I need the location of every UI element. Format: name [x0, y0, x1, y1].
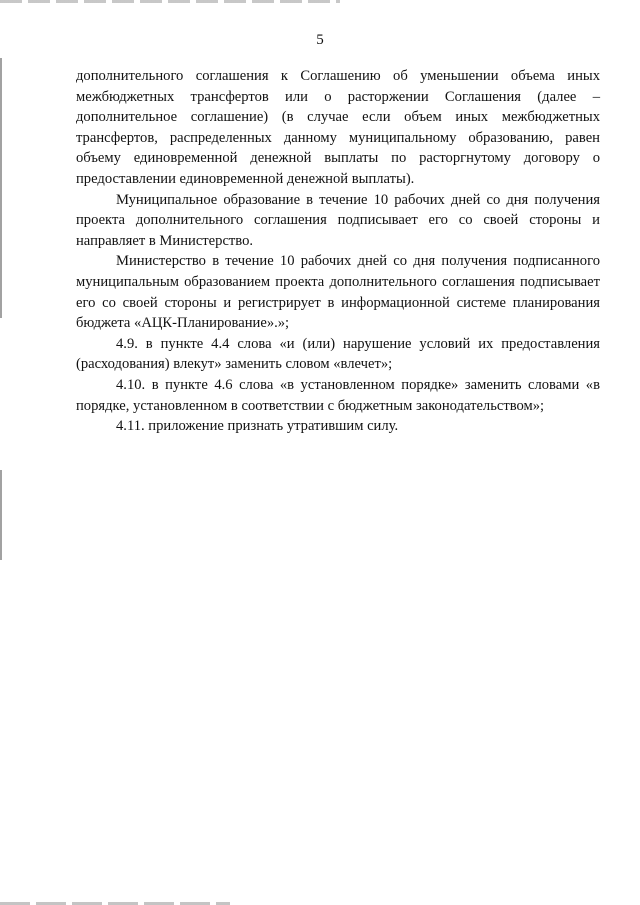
paragraph-item-4-10: 4.10. в пункте 4.6 слова «в установленном порядке» заменить словами «в порядке, установленном в соответствии с бюджетным законодательством»;	[76, 376, 600, 414]
paragraph-ministry-registration: Министерство в течение 10 рабочих дней со дня получения подписанного муниципальным образованием проекта дополнительного соглашения подписывает его со своей стороны и регистрирует в информационной системе планирования бюджета «АЦК-Планирование».»;	[76, 253, 600, 332]
scan-artifact-left-edge	[0, 58, 2, 318]
paragraph-continuation: дополнительного соглашения к Соглашению об уменьшении объема иных межбюджетных трансфертов или о расторжении Соглашения (далее – дополнительное соглашение) (в случае если объем иных межбюджетных трансфертов, распределенных данному муниципальному образованию, равен объему единовременной денежной выплаты по расторгнутому договору о предоставлении единовременной денежной выплаты).	[76, 68, 600, 187]
paragraph-item-4-9: 4.9. в пункте 4.4 слова «и (или) нарушение условий их предоставления (расходования) влекут» заменить словом «влечет»;	[76, 335, 600, 373]
paragraph-item-4-11: 4.11. приложение признать утратившим силу.	[116, 418, 399, 435]
scan-artifact-top	[0, 0, 340, 3]
document-body	[76, 66, 600, 437]
scan-artifact-left-edge	[0, 470, 2, 560]
paragraph-municipality-signing: Муниципальное образование в течение 10 рабочих дней со дня получения проекта дополнительного соглашения подписывает его со своей стороны и направляет в Министерство.	[76, 191, 600, 249]
page-number: 5	[316, 32, 324, 48]
